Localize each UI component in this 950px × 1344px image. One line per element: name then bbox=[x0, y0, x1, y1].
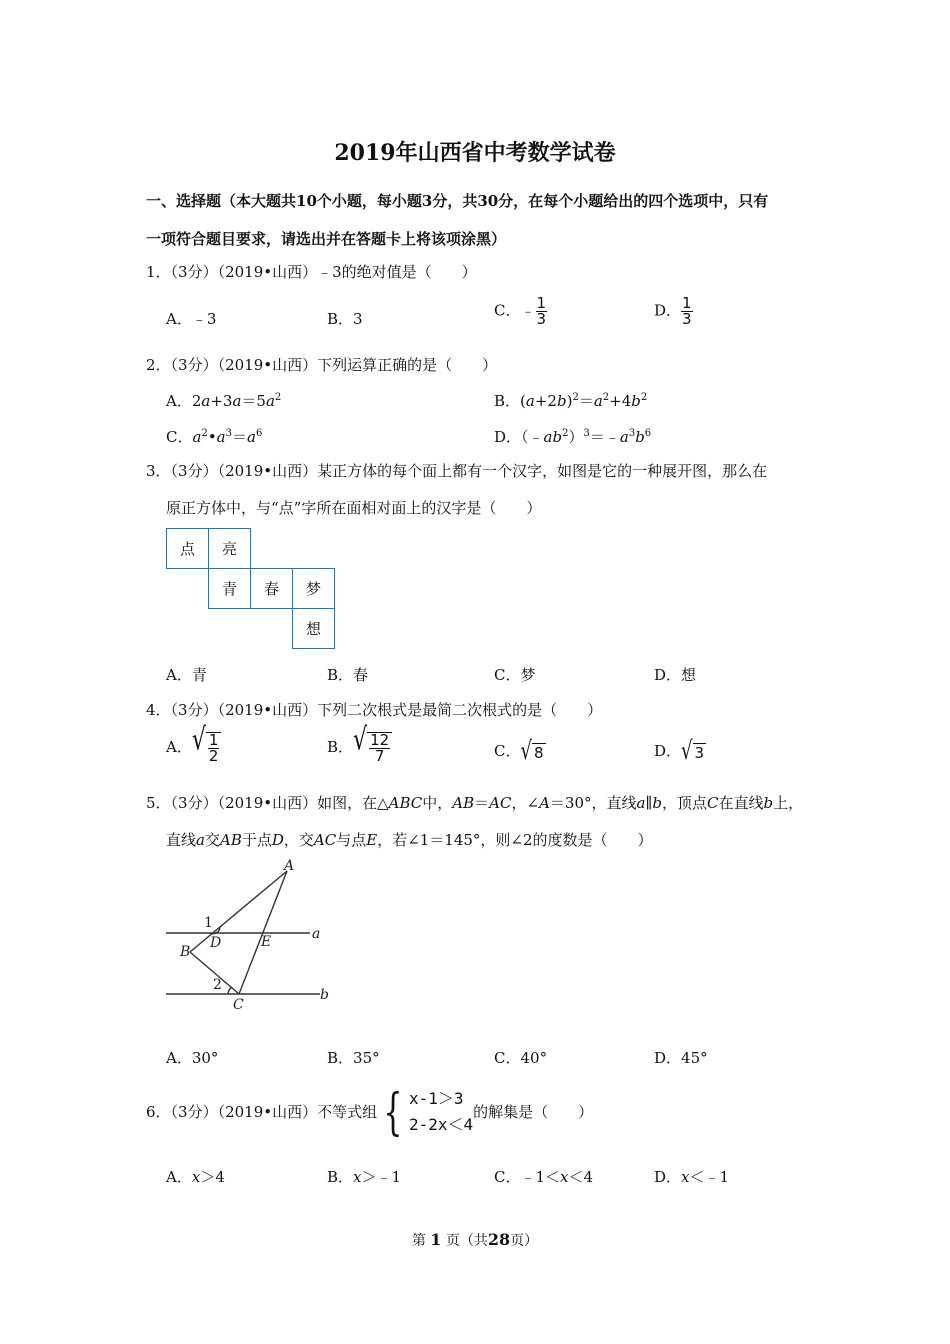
page-number: 1 bbox=[430, 1230, 442, 1249]
question-3-stem-line-1: 3．（3分）（2019•山西）某正方体的每个面上都有一个汉字，如图是它的一种展开图，那么在 bbox=[146, 462, 768, 480]
footer-pre: 第 bbox=[411, 1233, 426, 1249]
question-6-stem bbox=[146, 1082, 594, 1141]
segment-ba bbox=[190, 871, 287, 952]
question-3-stem-line-2: 原正方体中，与“点”字所在面相对面上的汉字是（ ） bbox=[166, 499, 542, 517]
q4-option-c bbox=[494, 735, 546, 766]
fraction-denominator: 7 bbox=[369, 748, 390, 764]
q2-option-d: D．$(﹣ab^2)^3=﹣a^3b^6$ bbox=[494, 428, 652, 446]
net-cell: 点 bbox=[167, 529, 209, 569]
q2-option-a: A．$2a+3a=5a^2$ bbox=[166, 392, 282, 410]
cube-net-figure bbox=[166, 528, 335, 649]
q3-option-c: C．梦 bbox=[494, 666, 536, 684]
q1-option-a: A．﹣3 bbox=[166, 310, 217, 328]
sqrt-expression: √ 8 bbox=[520, 735, 544, 766]
q4-option-a bbox=[166, 722, 221, 765]
q3-option-d: D．想 bbox=[654, 666, 697, 684]
page-footer bbox=[0, 1230, 950, 1250]
q6-option-b: B．x＞﹣1 bbox=[327, 1168, 402, 1186]
fraction-numerator: 1 bbox=[682, 294, 692, 312]
label-a-vertex: A bbox=[284, 858, 295, 874]
inequality-system bbox=[377, 1082, 474, 1141]
radicand: 8 bbox=[533, 743, 544, 762]
fraction-numerator: 1 bbox=[208, 731, 219, 749]
q4-option-d bbox=[654, 735, 706, 766]
footer-mid: 页（共 bbox=[445, 1233, 488, 1249]
label-angle-2: 2 bbox=[213, 977, 222, 993]
net-cell: 亮 bbox=[209, 529, 251, 569]
triangle-parallel-lines-figure bbox=[160, 855, 340, 1015]
inequality-1: x-1＞3 bbox=[408, 1089, 464, 1108]
sqrt-expression: √ 3 bbox=[681, 735, 705, 766]
q6-stem-post: 的解集是（ ） bbox=[473, 1103, 594, 1122]
fraction-denominator: 2 bbox=[208, 747, 219, 765]
question-4-stem: 4．（3分）（2019•山西）下列二次根式是最简二次根式的是（ ） bbox=[146, 701, 603, 719]
question-1-stem: 1．（3分）（2019•山西）﹣3的绝对值是（ ） bbox=[146, 263, 477, 281]
q4-option-b bbox=[327, 722, 392, 765]
q1-option-c bbox=[494, 296, 547, 327]
page-title: 2019年山西省中考数学试卷 bbox=[334, 140, 616, 166]
question-2-stem: 2．（3分）（2019•山西）下列运算正确的是（ ） bbox=[146, 356, 498, 374]
sqrt-expression: √ $\frac{12}{7}$ bbox=[353, 732, 392, 764]
q6-stem-pre: 6．（3分）（2019•山西）不等式组 bbox=[146, 1103, 378, 1122]
section-heading-line-2: 一项符合题目要求，请选出并在答题卡上将该项涂黑） bbox=[146, 230, 507, 248]
q6-option-a: A．x＞4 bbox=[166, 1168, 225, 1186]
q1-option-c-fraction bbox=[536, 296, 548, 327]
label-d: D bbox=[210, 935, 222, 951]
footer-post: 页） bbox=[510, 1233, 539, 1249]
brace-icon: { bbox=[383, 1082, 403, 1141]
q1-option-c-label: C． bbox=[494, 301, 521, 320]
q3-option-a: A．青 bbox=[166, 666, 207, 684]
q5-option-a: A．30° bbox=[166, 1049, 219, 1067]
q1-option-d bbox=[654, 296, 693, 327]
q3-option-b: B．春 bbox=[327, 666, 369, 684]
fraction-denominator: 3 bbox=[536, 310, 547, 328]
q6-option-c: C．﹣1＜x＜4 bbox=[494, 1168, 594, 1186]
total-pages: 28 bbox=[487, 1230, 511, 1249]
q4-option-a-label: A． bbox=[166, 738, 192, 756]
question-5-stem-line-1: 5．（3分）（2019•山西）如图，在△ABC中，AB＝AC，∠A＝30°，直线a∥b，顶点C在直线b上， bbox=[146, 794, 804, 812]
q1-option-c-sign: ﹣ bbox=[520, 301, 536, 320]
section-heading-line-1: 一、选择题（本大题共10个小题，每小题3分，共30分，在每个小题给出的四个选项中，只有 bbox=[146, 192, 769, 210]
q5-option-d: D．45° bbox=[654, 1049, 708, 1067]
net-cell: 想 bbox=[293, 609, 335, 649]
angle-2-arc bbox=[228, 987, 232, 994]
q1-option-b: B．3 bbox=[327, 310, 363, 328]
label-line-a: a bbox=[312, 926, 321, 942]
q4-option-d-label: D． bbox=[654, 742, 682, 760]
q5-stem-label: 5．（3分）（2019•山西） bbox=[146, 794, 318, 812]
q1-option-d-fraction bbox=[681, 296, 693, 327]
label-angle-1: 1 bbox=[204, 915, 213, 931]
net-cell: 梦 bbox=[293, 569, 335, 609]
label-line-b: b bbox=[320, 987, 329, 1003]
fraction-numerator: 1 bbox=[536, 294, 547, 312]
radicand: 3 bbox=[694, 743, 705, 762]
q4-option-b-label: B． bbox=[327, 738, 354, 756]
fraction-denominator: 3 bbox=[682, 310, 692, 328]
q6-option-d: D．x＜﹣1 bbox=[654, 1168, 730, 1186]
q1-option-d-label: D． bbox=[654, 301, 682, 320]
q4-option-c-label: C． bbox=[494, 742, 521, 760]
q5-option-b: B．35° bbox=[327, 1049, 380, 1067]
fraction-numerator: 12 bbox=[370, 731, 390, 749]
q2-option-c: C．$a^2•a^3=a^6$ bbox=[166, 428, 263, 446]
label-c-vertex: C bbox=[233, 997, 244, 1013]
inequality-2: 2-2x＜4 bbox=[408, 1114, 474, 1134]
label-e: E bbox=[261, 934, 272, 950]
net-cell: 青 bbox=[209, 569, 251, 609]
question-5-stem-line-2: 直线a交AB于点D，交AC与点E，若∠1＝145°，则∠2的度数是（ ） bbox=[166, 831, 653, 849]
q5-option-c: C．40° bbox=[494, 1049, 548, 1067]
label-b-vertex: B bbox=[180, 944, 191, 960]
q2-option-b: B．$(a+2b)^2=a^2+4b^2$ bbox=[494, 392, 648, 410]
net-cell: 春 bbox=[251, 569, 293, 609]
sqrt-expression: √ $\frac{1}{2}$ bbox=[192, 732, 222, 764]
